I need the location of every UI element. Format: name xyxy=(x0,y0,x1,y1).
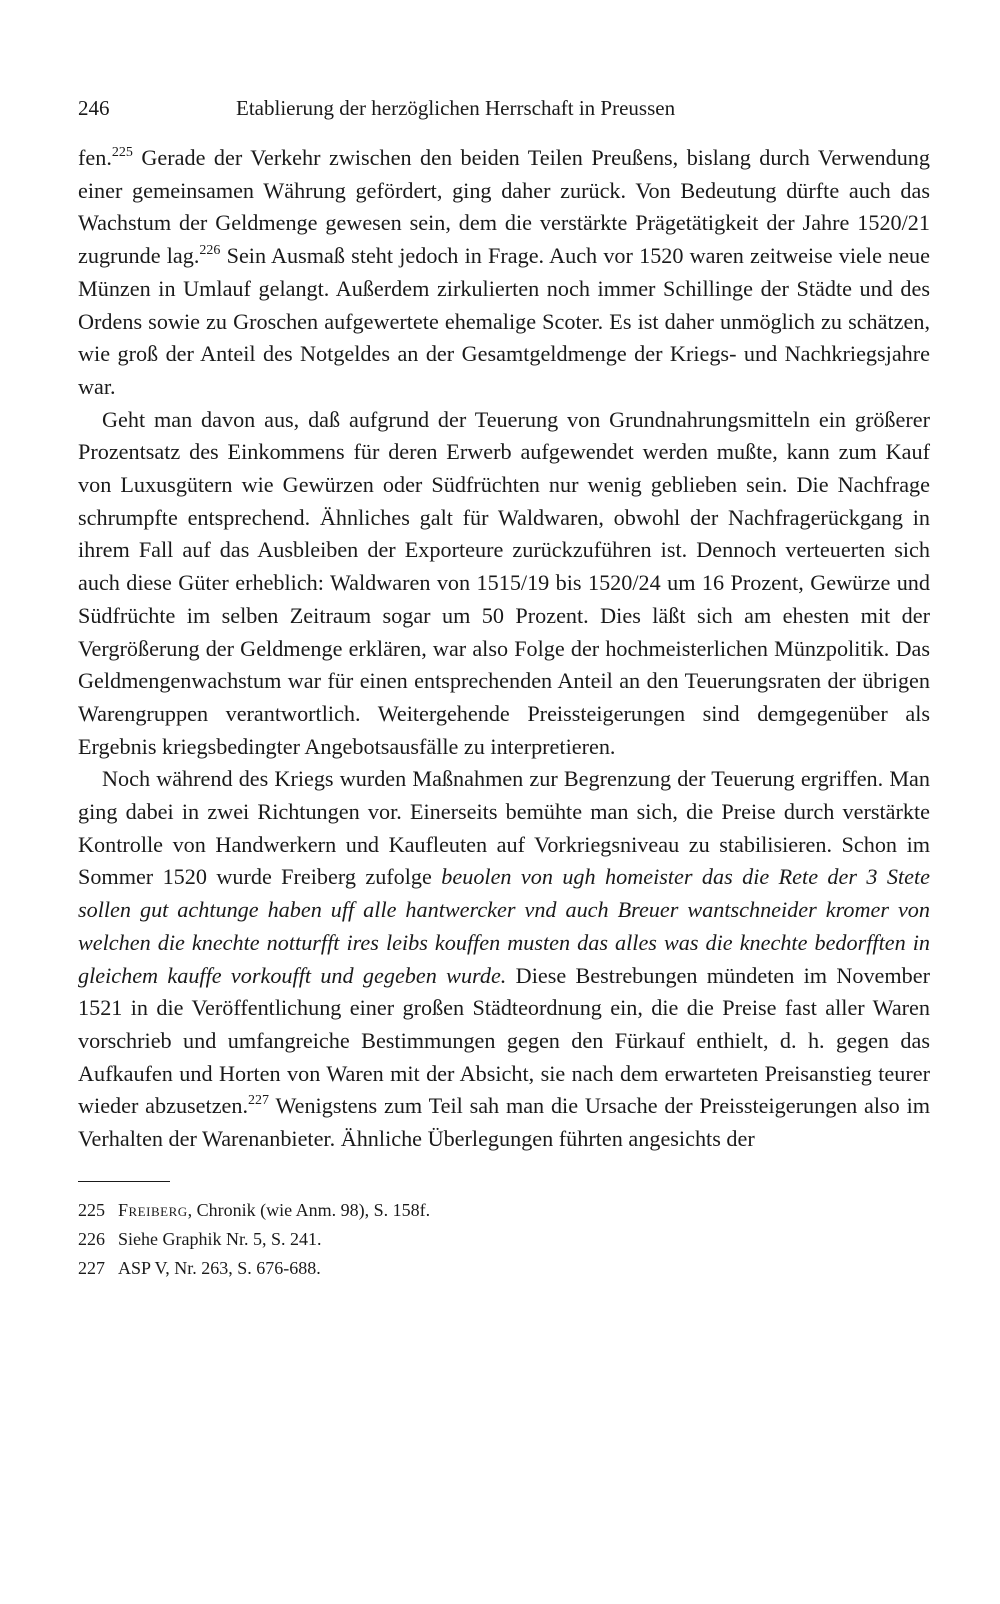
text-span: Sein Ausmaß steht jedoch in Frage. Auch vor 1520 waren zeitweise viele neue Münzen in Umlauf gelangt. Außerdem zirkulierten noch immer Schillinge der Städte und des Ordens sowie zu Groschen aufgewertete ehemalige Scoter. Es ist daher unmöglich zu schätzen, wie groß der Anteil des Notgeldes an der Gesamtgeldmenge der Kriegs- und Nachkriegsjahre war. xyxy=(78,243,930,399)
footnote xyxy=(78,1225,930,1254)
footnote-ref[interactable]: 225 xyxy=(111,145,133,160)
text-span: Gerade der Verkehr zwischen den beiden Teilen Preußens, bislang durch Verwendung einer gemeinsamen Währung gefördert, ging daher zurück. Von Bedeutung dürfte auch das Wachstum der Geldmenge gewesen sein, dem die verstärkte Prägetätigkeit der Jahre 1520/21 zugrunde lag. xyxy=(78,145,930,269)
text-span: Geht man davon aus, daß aufgrund der Teuerung von Grundnahrungsmitteln ein größerer Prozentsatz des Einkommens für deren Erwerb aufgewendet werden mußte, kann zum Kauf von Luxusgütern wie Gewürzen oder Südfrüchten nur wenig geblieben sein. Die Nachfrage schrumpfte entsprechend. Ähnliches galt für Waldwaren, obwohl der Nachfragerückgang in ihrem Fall auf das Ausbleiben der Exporteure zurückzuführen ist. Dennoch verteuerten sich auch diese Güter erheblich: Waldwaren von 1515/19 bis 1520/24 um 16 Prozent, Gewürze und Südfrüchte im selben Zeitraum sogar um 50 Prozent. Dies läßt sich am ehesten mit der Vergrößerung der Geldmenge erklären, war also Folge der hochmeisterlichen Münzpolitik. Das Geldmengenwachstum war für einen entsprechenden Anteil an den Teuerungsraten der übrigen Warengruppen verantwortlich. Weitergehende Preissteigerungen sind demgegenüber als Ergebnis kriegsbedingter Angebotsausfälle zu interpretieren. xyxy=(78,406,930,759)
footnote-number: 226 xyxy=(78,1228,105,1249)
paragraph-2 xyxy=(78,404,930,764)
footnote-number: 225 xyxy=(78,1199,105,1220)
quoted-source-text: beuolen von ugh homeister das die Rete der 3 Stete sollen gut achtunge haben uff alle hantwercker vnd auch Breuer wantschneider kromer von welchen die knechte notturfft ires leibs kouffen musten das alles was die knechte bedorfften in gleichem kauffe vorkoufft und gegeben wurde. xyxy=(78,864,931,988)
paragraph-1 xyxy=(78,142,930,404)
footnote xyxy=(78,1254,930,1283)
footnote-text: Siehe Graphik Nr. 5, S. 241. xyxy=(118,1228,322,1249)
footnote-citation: , Chronik (wie Anm. 98), S. 158f. xyxy=(187,1199,431,1220)
footnote-ref[interactable]: 227 xyxy=(248,1093,270,1109)
page-number: 246 xyxy=(78,96,110,120)
footnote-text: ASP V, Nr. 263, S. 676-688. xyxy=(118,1257,321,1278)
text-span: fen. xyxy=(78,145,112,170)
running-title: Etablierung der herzöglichen Herrschaft in Preussen xyxy=(236,96,676,120)
footnote-number: 227 xyxy=(78,1257,105,1278)
text-span: Diese Bestrebungen mündeten im November 1521 in die Veröffentlichung einer großen Städteordnung ein, die die Preise fast aller Waren vorschrieb und umfangreiche Bestimmungen gegen den Fürkauf enthielt, d. h. gegen das Aufkaufen und Horten von Waren mit der Absicht, sie nach dem erwarteten Preisanstieg teurer wieder abzusetzen. xyxy=(78,962,930,1119)
paragraph-3 xyxy=(78,763,930,1155)
footnote-divider xyxy=(78,1181,170,1182)
footnote-text xyxy=(118,1196,430,1225)
footnote-ref[interactable]: 226 xyxy=(199,243,221,259)
footnote-author: Freiberg xyxy=(118,1199,188,1220)
text-span: Noch während des Kriegs wurden Maßnahmen zur Begrenzung der Teuerung ergriffen. Man ging dabei in zwei Richtungen vor. Einerseits bemühte man sich, die Preise durch verstärkte Kontrolle von Handwerkern und Kaufleuten auf Vorkriegsniveau zu stabilisieren. Schon im Sommer 1520 wurde Freiberg zufolge xyxy=(78,766,930,890)
running-head xyxy=(78,88,930,128)
footnote xyxy=(78,1196,930,1225)
footnotes xyxy=(78,1196,930,1283)
book-page xyxy=(78,88,930,1283)
text-span: Wenigstens zum Teil sah man die Ursache der Preissteigerungen also im Verhalten der Warenanbieter. Ähnliche Überlegungen führten angesichts der xyxy=(78,1093,930,1152)
body-text xyxy=(78,142,930,1156)
